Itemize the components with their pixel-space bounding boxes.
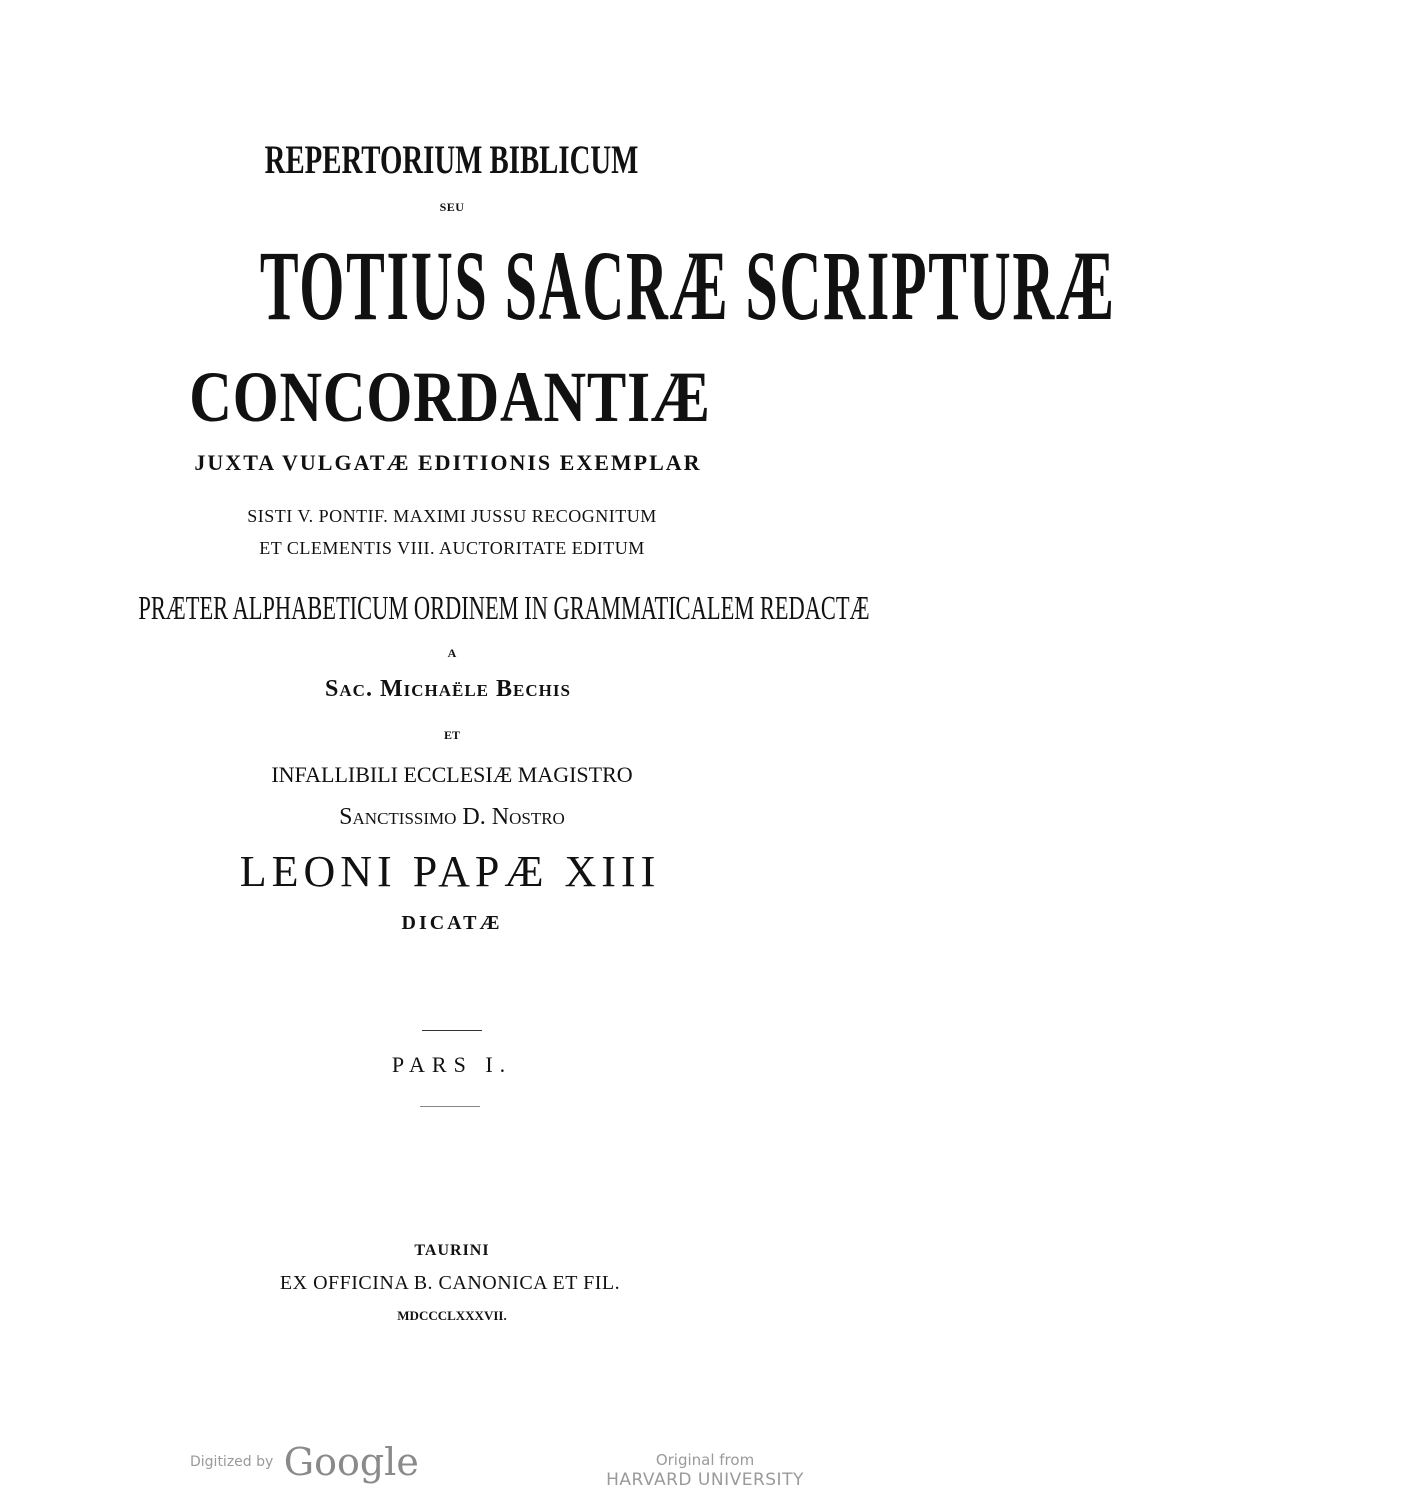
dedication-line-1: INFALLIBILI ECCLESIÆ MAGISTRO [271, 762, 633, 787]
institution-name: HARVARD UNIVERSITY [606, 1470, 804, 1490]
imprint-year: MDCCCLXXXVII. [397, 1308, 507, 1323]
original-source-watermark [590, 1450, 820, 1490]
imprint-publisher: EX OFFICINA B. CANONICA ET FIL. [279, 1272, 621, 1294]
main-title: TOTIUS SACRÆ SCRIPTURÆ [259, 230, 1116, 341]
subtitle: JUXTA VULGATÆ EDITIONIS EXEMPLAR [194, 450, 702, 475]
dedicatee-name: LEONI PAPÆ XIII [239, 847, 661, 896]
dicatae: DICATÆ [401, 912, 503, 934]
digitized-by-watermark [190, 1440, 430, 1484]
digitized-by-label: Digitized by [190, 1454, 274, 1470]
imprint-city: TAURINI [414, 1242, 490, 1259]
conjunction-et: ET [443, 728, 460, 742]
series-title: REPERTORIUM BIBLICUM [265, 137, 639, 182]
google-logo: Google [283, 1440, 419, 1484]
main-title-continued: CONCORDANTIÆ [189, 357, 711, 437]
preposition-a: A [447, 646, 457, 660]
author-name: Sac. Michaële Bechis [325, 676, 571, 702]
part-number: PARS I. [391, 1052, 513, 1077]
subtitle-line-3: ET CLEMENTIS VIII. AUCTORITATE EDITUM [259, 538, 645, 558]
subtitle-line-2: SISTI V. PONTIF. MAXIMI JUSSU RECOGNITUM [247, 506, 657, 526]
divider-bottom [420, 1106, 480, 1107]
subtitle-line-4: PRÆTER ALPHABETICUM ORDINEM IN GRAMMATICALEM REDACTÆ [138, 590, 870, 627]
conjunction-seu: SEU [439, 200, 465, 214]
divider-top [422, 1030, 482, 1031]
dedication-line-2: Sanctissimo D. Nostro [339, 804, 565, 830]
original-from-label: Original from [655, 1451, 755, 1469]
